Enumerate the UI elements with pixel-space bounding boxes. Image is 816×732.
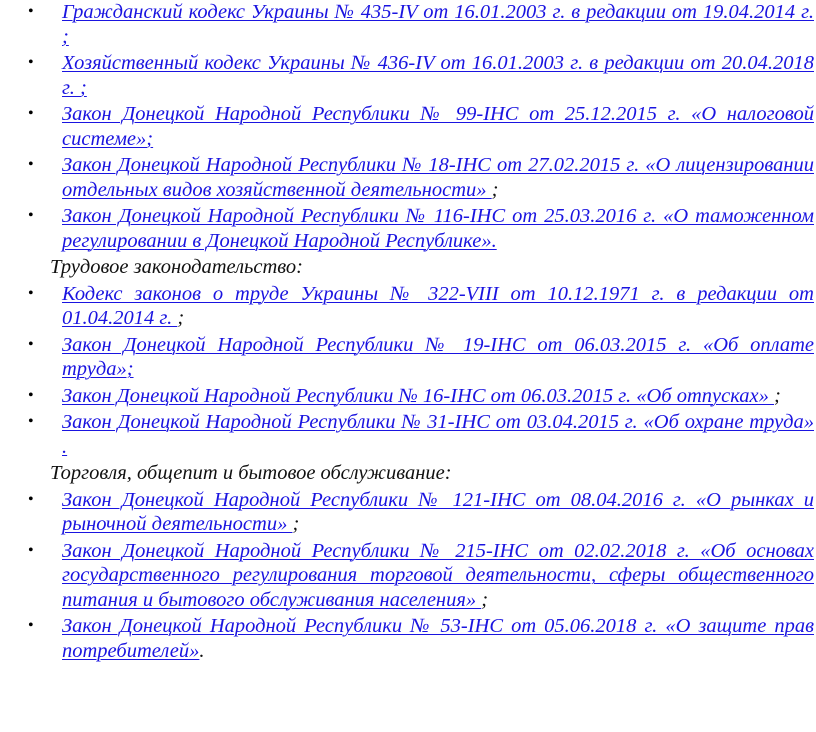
bullet-icon: • [28,617,34,634]
bullet-icon: • [28,490,34,508]
law-link-markets[interactable]: Закон Донецкой Народной Республики № 121-IНС от 08.04.2016 г. «О рынках и рыночной деятельности» [62,488,814,535]
list-item [0,614,816,663]
law-link-trade-regulation[interactable]: Закон Донецкой Народной Республики № 215-IНС от 02.02.2018 г. «Об основах государственного регулирования торговой деятельности, сферы общественного питания и бытового обслуживания населения» [62,539,814,611]
item-tail: ; [292,513,300,535]
bullet-icon: • [28,105,34,122]
item-tail: ; [491,178,499,201]
law-list-trade [0,488,816,664]
law-link-customs[interactable]: Закон Донецкой Народной Республики № 116-IНС от 25.03.2016 г. «О таможенном регулировании в Донецкой Народной Республике». [62,205,814,252]
law-link-labor-code[interactable]: Кодекс законов о труде Украины № 322-VIII от 10.12.1971 г. в редакции от 01.04.2014 г. [62,282,814,329]
list-item [0,384,816,409]
list-item [0,539,816,613]
law-link-vacations[interactable]: Закон Донецкой Народной Республики № 16-IНС от 06.03.2015 г. «Об отпусках» [62,384,774,407]
list-item [0,488,816,537]
list-item [0,102,816,151]
law-link-civil-code[interactable]: Гражданский кодекс Украины № 435-IV от 16.01.2003 г. в редакции от 19.04.2014 г. ; [62,1,814,48]
bullet-icon: • [28,207,34,224]
law-list-labor [0,282,816,460]
section-title-labor: Трудовое законодательство: [50,256,303,278]
law-link-labor-protection[interactable]: Закон Донецкой Народной Республики № 31-IНС от 03.04.2015 г. «Об охране труда» . [62,411,814,458]
item-tail: ; [177,307,185,329]
bullet-icon: • [28,156,34,173]
list-item [0,51,816,100]
bullet-icon: • [28,335,34,353]
list-item [0,282,816,331]
bullet-icon: • [28,284,34,302]
law-link-licensing[interactable]: Закон Донецкой Народной Республики № 18-IНС от 27.02.2015 г. «О лицензировании отдельных видов хозяйственной деятельности» [62,154,814,201]
list-item [0,0,816,49]
list-item [0,204,816,253]
list-item [0,333,816,382]
section-title-trade: Торговля, общепит и бытовое обслуживание: [50,462,452,484]
bullet-icon: • [28,54,34,71]
bullet-icon: • [28,413,34,430]
law-link-consumer-protection[interactable]: Закон Донецкой Народной Республики № 53-IНС от 05.06.2018 г. «О защите прав потребителей» [62,615,814,662]
bullet-icon: • [28,3,34,20]
item-tail: ; [481,588,489,611]
bullet-icon: • [28,541,34,559]
item-tail: ; [774,384,781,407]
law-link-wages[interactable]: Закон Донецкой Народной Республики № 19-IНС от 06.03.2015 г. «Об оплате труда»; [62,333,814,380]
list-item [0,153,816,202]
law-link-tax-system[interactable]: Закон Донецкой Народной Республики № 99-IНС от 25.12.2015 г. «О налоговой системе»; [62,103,814,150]
law-link-commercial-code[interactable]: Хозяйственный кодекс Украины № 436-IV от 16.01.2003 г. в редакции от 20.04.2018 г. ; [62,52,814,99]
item-tail: . [199,639,205,662]
bullet-icon: • [28,386,34,404]
list-item [0,410,816,459]
law-list-general [0,0,816,253]
